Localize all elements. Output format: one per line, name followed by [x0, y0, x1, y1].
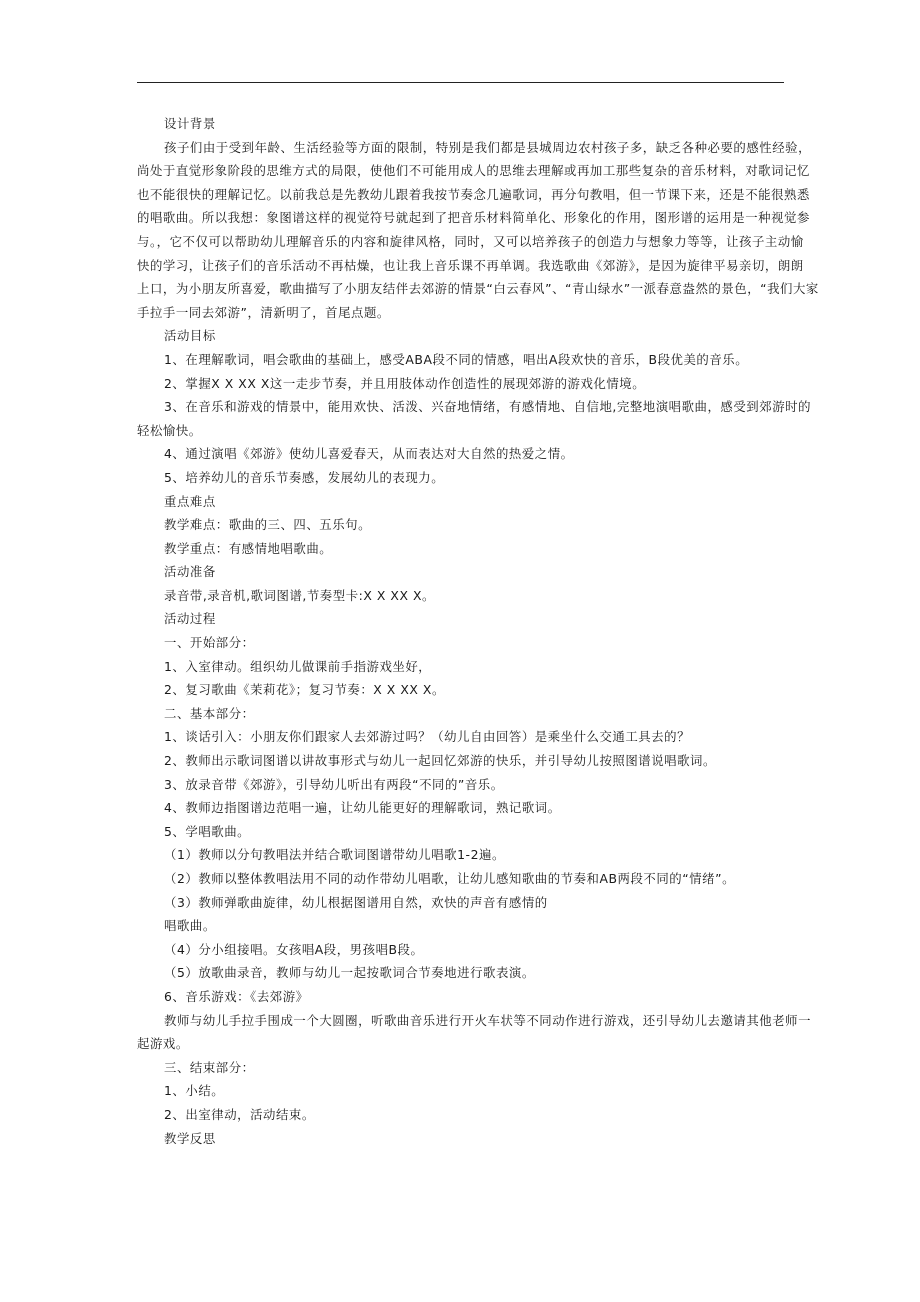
text-line: 4、教师边指图谱边范唱一遍，让幼儿能更好的理解歌词，熟记歌词。 — [164, 800, 561, 816]
text-line: 活动过程 — [164, 611, 216, 627]
text-line: 4、通过演唱《郊游》使幼儿喜爱春天，从而表达对大自然的热爱之情。 — [164, 446, 574, 462]
text-line: 唱歌曲。 — [164, 918, 216, 934]
text-line: 重点难点 — [164, 493, 216, 509]
text-line: 3、在音乐和游戏的情景中，能用欢快、活泼、兴奋地情绪，有感情地、自信地,完整地演唱歌曲，感受到郊游时的 — [164, 399, 812, 415]
text-line: 6、音乐游戏：《去郊游》 — [164, 988, 309, 1004]
text-line: 孩子们由于受到年龄、生活经验等方面的限制，特别是我们都是县城周边农村孩子多，缺乏各种必要的感性经验， — [164, 139, 812, 155]
text-line: 三、结束部分： — [164, 1059, 255, 1075]
text-line: 上口，为小朋友所喜爱，歌曲描写了小朋友结伴去郊游的情景“白云春风”、“青山绿水”一派春意盎然的景色，“我们大家 — [137, 281, 819, 297]
text-line: 教学重点：有感情地唱歌曲。 — [164, 540, 333, 556]
text-line: 5、学唱歌曲。 — [164, 823, 251, 839]
text-line: 一、开始部分： — [164, 635, 255, 651]
text-line: 1、入室律动。组织幼儿做课前手指游戏坐好， — [164, 658, 432, 674]
text-line: 与。，它不仅可以帮助幼儿理解音乐的内容和旋律风格，同时，又可以培养孩子的创造力与想象力等等，让孩子主动愉 — [137, 233, 804, 249]
text-line: 二、基本部分： — [164, 705, 255, 721]
text-line: （2）教师以整体教唱法用不同的动作带幼儿唱歌，让幼儿感知歌曲的节奏和AB两段不同的“情绪”。 — [164, 871, 736, 886]
text-line: 设计背景 — [164, 116, 216, 131]
text-line: （1）教师以分句教唱法并结合歌词图谱带幼儿唱歌1-2遍。 — [164, 847, 505, 863]
text-line: 录音带,录音机,歌词图谱,节奏型卡:X X XX X。 — [164, 587, 435, 603]
text-line: 起游戏。 — [137, 1036, 189, 1052]
text-line: 手拉手一同去郊游”，清新明了，首尾点题。 — [137, 304, 390, 320]
text-line: （3）教师弹歌曲旋律，幼儿根据图谱用自然，欢快的声音有感情的 — [164, 894, 548, 910]
text-line: 2、出室律动，活动结束。 — [164, 1106, 315, 1122]
text-line: 活动准备 — [164, 564, 216, 580]
text-line: 2、教师出示歌词图谱以讲故事形式与幼儿一起回忆郊游的快乐，并引导幼儿按照图谱说唱歌词。 — [164, 753, 716, 769]
text-line: 1、谈话引入：小朋友你们跟家人去郊游过吗？（幼儿自由回答）是乘坐什么交通工具去的？ — [164, 729, 691, 745]
document-body — [137, 112, 819, 1150]
text-line: 活动目标 — [164, 328, 216, 344]
text-line: 5、培养幼儿的音乐节奏感，发展幼儿的表现力。 — [164, 469, 445, 485]
text-line: 也不能很快的理解记忆。以前我总是先教幼儿跟着我按节奏念几遍歌词，再分句教唱，但一节课下来，还是不能很熟悉 — [137, 186, 810, 202]
text-line: 教学反思 — [164, 1130, 216, 1146]
text-line: （4）分小组接唱。女孩唱A段，男孩唱B段。 — [164, 941, 424, 957]
text-line: 的唱歌曲。所以我想：象图谱这样的视觉符号就起到了把音乐材料简单化、形象化的作用，图形谱的运用是一种视觉参 — [137, 210, 810, 226]
text-line: 1、小结。 — [164, 1083, 225, 1099]
text-line: 轻松愉快。 — [137, 422, 202, 438]
text-line: 尚处于直觉形象阶段的思维方式的局限，使他们不可能用成人的思维去理解或再加工那些复杂的音乐材料，对歌词记忆 — [137, 163, 810, 179]
text-line: 3、放录音带《郊游》，引导幼儿听出有两段“不同的”音乐。 — [164, 776, 504, 792]
text-line: 教师与幼儿手拉手围成一个大圆圈，听歌曲音乐进行开火车状等不同动作进行游戏，还引导幼儿去邀请其他老师一 — [164, 1012, 812, 1028]
text-line: 快的学习，让孩子们的音乐活动不再枯燥，也让我上音乐课不再单调。我选歌曲《郊游》，是因为旋律平易亲切，朗朗 — [137, 257, 804, 273]
header-rule — [137, 82, 784, 83]
text-line: 1、在理解歌词，唱会歌曲的基础上，感受ABA段不同的情感，唱出A段欢快的音乐，B段优美的音乐。 — [164, 351, 749, 367]
text-line: （5）放歌曲录音，教师与幼儿一起按歌词合节奏地进行歌表演。 — [164, 965, 535, 981]
text-line: 教学难点：歌曲的三、四、五乐句。 — [164, 517, 372, 533]
text-line: 2、掌握X X XX X这一走步节奏，并且用肢体动作创造性的展现郊游的游戏化情境。 — [164, 375, 646, 391]
text-line: 2、复习歌曲《茉莉花》；复习节奏：X X XX X。 — [164, 682, 445, 698]
